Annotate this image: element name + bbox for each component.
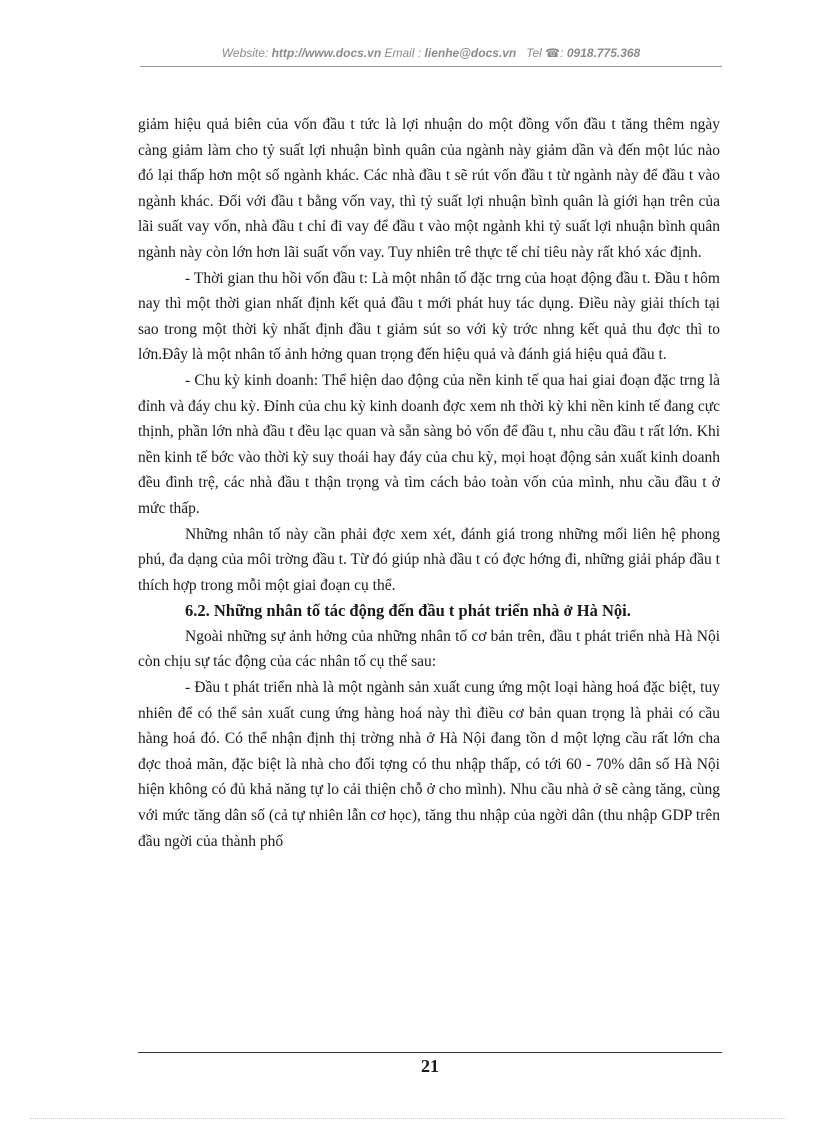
document-body — [138, 112, 720, 854]
paragraph-housing-demand: - Đầu t phát triển nhà là một ngành sản xuất cung ứng một loại hàng hoá đặc biệt, tuy nhiên để có thể sản xuất cung ứng hàng hoá này thì điều cơ bản quan trọng là phải có cầu hàng hoá đó. Có thể nhận định thị trờng nhà ở Hà Nội đang tồn d một lợng cầu rất lớn cha đợc thoả mãn, đặc biệt là nhà cho đối tợng có thu nhập thấp, có tới 60 - 70% dân số Hà Nội hiện không có đủ khả năng tự lo cải thiện chỗ ở cho mình). Nhu cầu nhà ở sẽ càng tăng, cùng với mức tăng dân số (cả tự nhiên lẫn cơ học), tăng thu nhập của ngời dân (thu nhập GDP trên đầu ngời của thành phố — [138, 679, 720, 850]
header-website-label: Website: — [221, 46, 269, 60]
footer-divider — [138, 1052, 722, 1053]
header-website-url[interactable]: http://www.docs.vn — [271, 46, 382, 60]
section-heading: 6.2. Những nhân tố tác động đến đầu t phát triển nhà ở Hà Nội. — [185, 601, 631, 621]
header-email-label: Email : — [384, 46, 422, 60]
header-email-value[interactable]: lienhe@docs.vn — [424, 46, 517, 60]
header-divider — [140, 66, 722, 67]
paragraph-payback-time: - Thời gian thu hồi vốn đầu t: Là một nhân tố đặc trng của hoạt động đầu t. Đầu t hôm nay thì một thời gian nhất định kết quả đầu t mới phát huy tác dụng. Điều này giải thích tại sao trong một thời kỳ nhất định đầu t giảm sút so với kỳ trớc nhng kết quả thu đợc thì to lớn.Đây là một nhân tố ảnh hởng quan trọng đến hiệu quả và đánh giá hiệu quả đầu t. — [138, 269, 720, 364]
paragraph-continuation: giảm hiệu quả biên của vốn đầu t tức là lợi nhuận do một đồng vốn đầu t tăng thêm ngày càng giảm làm cho tỷ suất lợi nhuận bình quân của ngành này giảm dần và đến một lúc nào đó lại thấp hơn một số ngành khác. Các nhà đầu t sẽ rút vốn đầu t từ ngành này để đầu t vào ngành khác. Đối với đầu t bằng vốn vay, thì tỷ suất lợi nhuận bình quân là giới hạn trên của lãi suất vay vốn, nhà đầu t chỉ đi vay để đầu t vào một ngành khi tỷ suất lợi nhuận bình quân ngành này còn lớn hơn lãi suất vốn vay. Tuy nhiên trê thực tế chỉ tiêu này rất khó xác định. — [138, 116, 720, 261]
page-header — [140, 46, 722, 68]
paragraph-business-cycle: - Chu kỳ kinh doanh: Thể hiện dao động của nền kinh tế qua hai giai đoạn đặc trng là đỉnh và đáy chu kỳ. Đỉnh của chu kỳ kinh doanh đợc xem nh thời kỳ khi nền kinh tế đang cực thịnh, phần lớn nhà đầu t đều lạc quan và sẵn sàng bỏ vốn để đầu t, nhu cầu đầu t rất lớn. Khi nền kinh tế bớc vào thời kỳ suy thoái hay đáy của chu kỳ, mọi hoạt động sản xuất kinh doanh đều đình trệ, các nhà đầu t thận trọng và tìm cách bảo toàn vốn của mình, nhu cầu đầu t ở mức thấp. — [138, 371, 720, 517]
page-bottom-border — [30, 1118, 786, 1119]
paragraph-conclusion: Những nhân tố này cần phải đợc xem xét, đánh giá trong những mối liên hệ phong phú, đa dạng của môi trờng đầu t. Từ đó giúp nhà đầu t có đợc hớng đi, những giải pháp đầu t thích hợp trong mỗi một giai đoạn cụ thể. — [138, 525, 720, 594]
paragraph-section-intro: Ngoài những sự ảnh hởng của những nhân tố cơ bản trên, đầu t phát triển nhà Hà Nội còn chịu sự tác động của các nhân tố cụ thể sau: — [138, 627, 720, 671]
page-number: 21 — [421, 1056, 439, 1076]
header-tel-label: Tel ☎: — [526, 46, 564, 60]
header-tel-value: 0918.775.368 — [566, 46, 641, 60]
